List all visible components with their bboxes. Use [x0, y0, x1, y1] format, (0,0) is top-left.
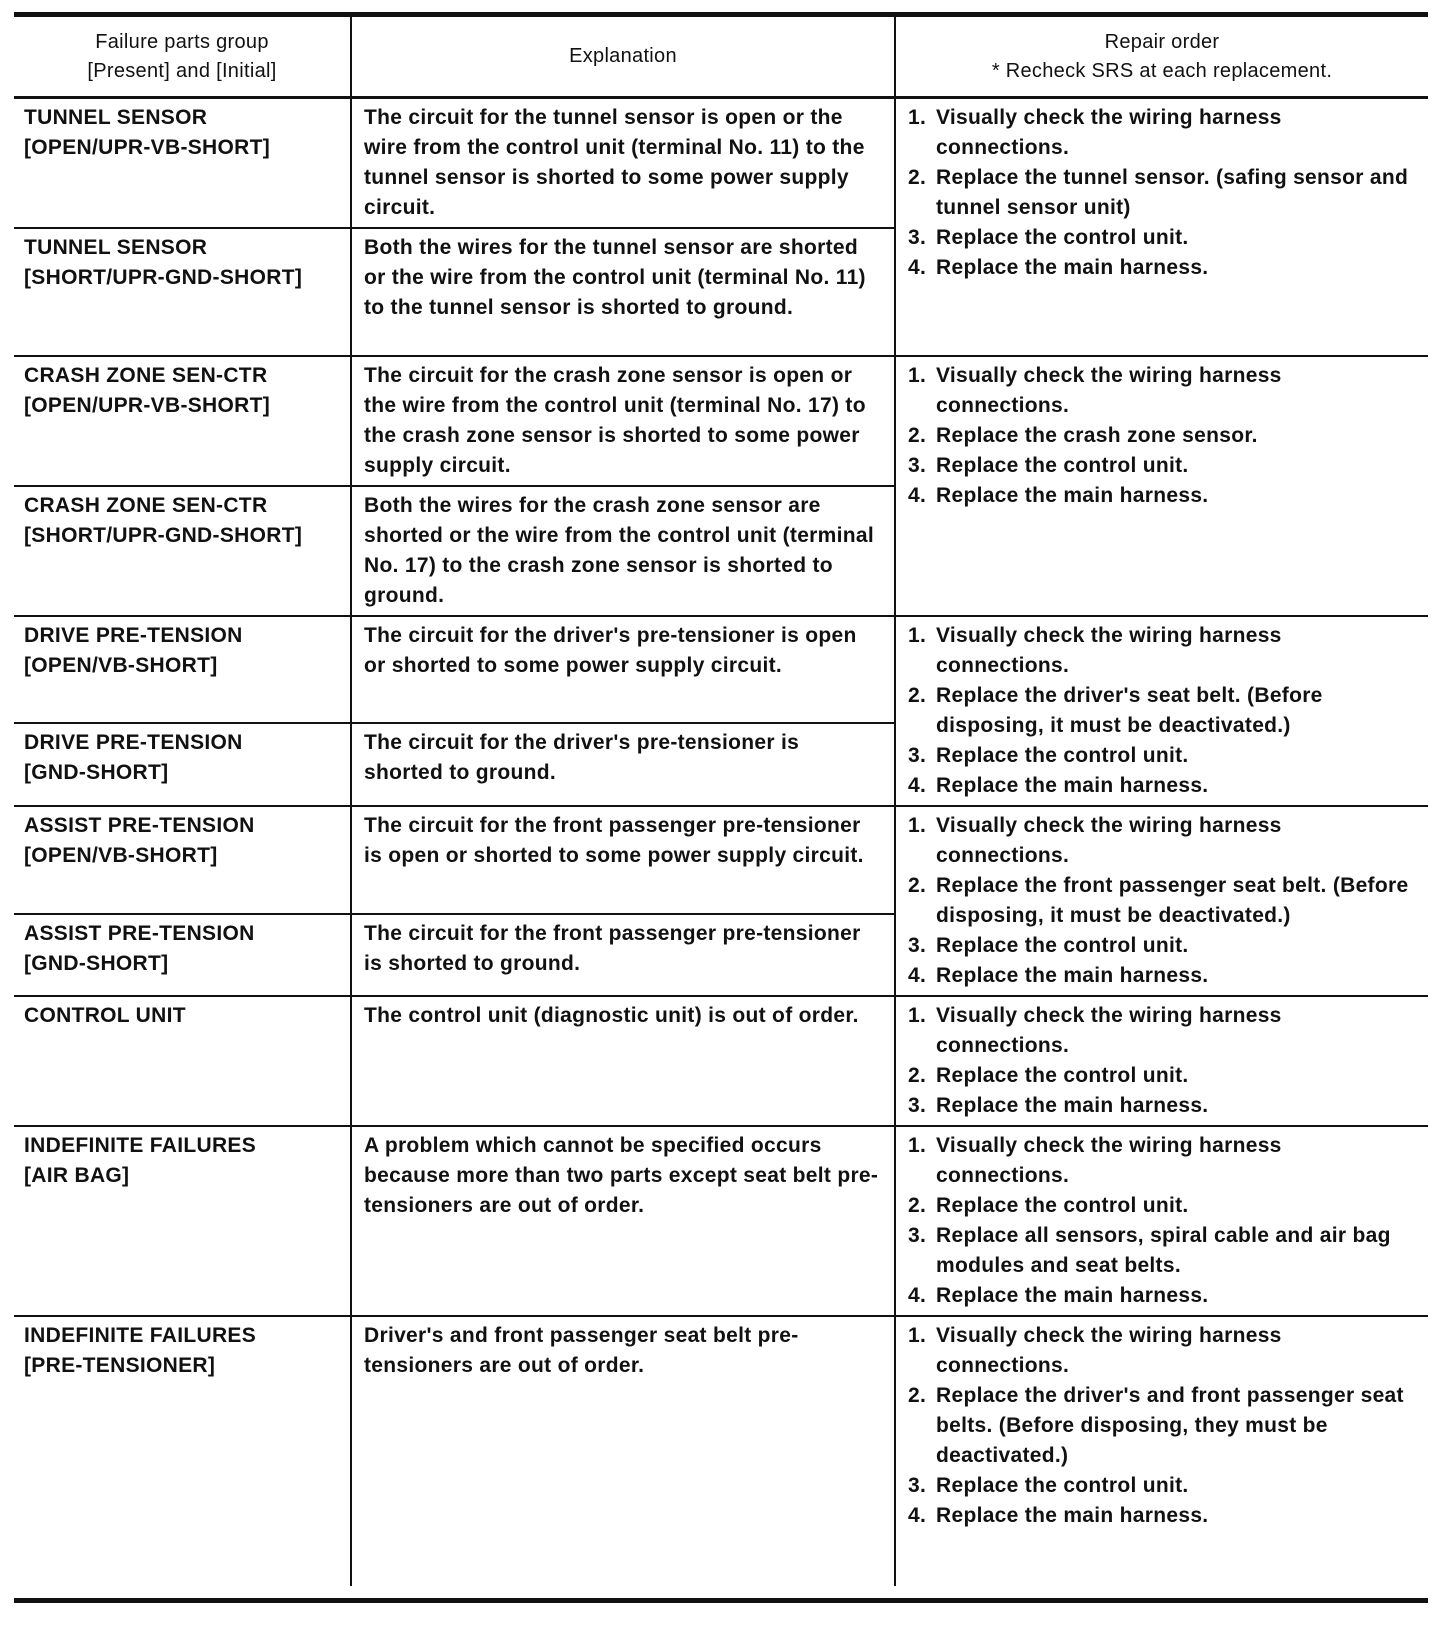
step-number: 2. [908, 1194, 927, 1217]
repair-step [908, 811, 1416, 871]
explanation-cell [351, 914, 895, 996]
header-col3-line2: * Recheck SRS at each replacement. [991, 59, 1333, 82]
step-number: 4. [908, 1284, 927, 1307]
step-text: Visually check the wiring harness connections. [936, 624, 1282, 677]
step-number: 1. [908, 1004, 927, 1027]
explanation-cell [351, 1126, 895, 1316]
repair-steps [908, 811, 1416, 991]
failure-part-cell [14, 616, 351, 723]
failure-part-cell [14, 996, 351, 1126]
step-number: 4. [908, 964, 927, 987]
repair-steps [908, 1001, 1416, 1121]
part-condition: [PRE-TENSIONER] [24, 1354, 216, 1377]
explanation-text: Both the wires for the crash zone sensor are shorted or the wire from the control unit (terminal No. 17) to the crash zone sensor is shorted to ground. [364, 494, 874, 607]
repair-step [908, 481, 1416, 511]
explanation-cell [351, 228, 895, 356]
step-number: 3. [908, 1224, 927, 1247]
part-name: CRASH ZONE SEN-CTR [24, 364, 268, 387]
repair-step [908, 681, 1416, 741]
step-text: Visually check the wiring harness connections. [936, 106, 1282, 159]
part-name: ASSIST PRE-TENSION [24, 922, 255, 945]
part-condition: [SHORT/UPR-GND-SHORT] [24, 524, 303, 547]
repair-step [908, 1321, 1416, 1381]
repair-step [908, 421, 1416, 451]
step-number: 4. [908, 256, 927, 279]
step-text: Replace the main harness. [936, 256, 1209, 279]
part-name: CRASH ZONE SEN-CTR [24, 494, 268, 517]
failure-part-cell [14, 1126, 351, 1316]
repair-order-cell [895, 996, 1428, 1126]
step-text: Replace the driver's and front passenger seat belts. (Before disposing, they must be deactivated.) [936, 1384, 1404, 1467]
step-number: 2. [908, 424, 927, 447]
table-row [14, 1126, 1428, 1316]
table-row [14, 616, 1428, 723]
step-number: 3. [908, 226, 927, 249]
repair-order-cell [895, 356, 1428, 616]
part-name: DRIVE PRE-TENSION [24, 624, 243, 647]
step-text: Replace the tunnel sensor. (safing sensor and tunnel sensor unit) [936, 166, 1409, 219]
step-number: 3. [908, 934, 927, 957]
part-condition: [GND-SHORT] [24, 761, 169, 785]
explanation-text: The circuit for the driver's pre-tensioner is shorted to ground. [364, 731, 800, 785]
repair-step [908, 1191, 1416, 1221]
step-text: Replace the main harness. [936, 1094, 1209, 1117]
failure-part-cell [14, 486, 351, 616]
bottom-rule [14, 1598, 1428, 1603]
repair-step [908, 1471, 1416, 1501]
part-condition: [AIR BAG] [24, 1164, 130, 1187]
repair-step [908, 931, 1416, 961]
header-col2: Explanation [569, 45, 677, 67]
step-number: 4. [908, 1504, 927, 1527]
repair-step [908, 1221, 1416, 1281]
step-text: Visually check the wiring harness connections. [936, 814, 1282, 867]
step-text: Visually check the wiring harness connections. [936, 1134, 1282, 1187]
repair-order-cell [895, 1126, 1428, 1316]
table-header-row [14, 17, 1428, 98]
failure-part-cell [14, 914, 351, 996]
failure-part-cell [14, 723, 351, 806]
explanation-text: The circuit for the front passenger pre-tensioner is open or shorted to some power supply circuit. [364, 814, 864, 867]
part-name: ASSIST PRE-TENSION [24, 814, 255, 837]
repair-order-cell [895, 616, 1428, 806]
repair-step [908, 253, 1416, 283]
step-number: 2. [908, 1384, 927, 1407]
diagnosis-table [14, 17, 1428, 1586]
header-repair-order [895, 17, 1428, 98]
repair-step [908, 1061, 1416, 1091]
step-text: Replace the front passenger seat belt. (Before disposing, it must be deactivated.) [936, 874, 1409, 927]
part-condition: [OPEN/UPR-VB-SHORT] [24, 136, 271, 159]
repair-step [908, 1281, 1416, 1311]
step-text: Replace the control unit. [936, 1194, 1189, 1217]
repair-steps [908, 103, 1416, 283]
part-condition: [OPEN/UPR-VB-SHORT] [24, 394, 271, 417]
explanation-cell [351, 356, 895, 486]
explanation-cell [351, 806, 895, 914]
repair-step [908, 103, 1416, 163]
explanation-text: Both the wires for the tunnel sensor are shorted or the wire from the control unit (terminal No. 11) to the tunnel sensor is shorted to ground. [364, 236, 866, 319]
explanation-cell [351, 486, 895, 616]
part-name: TUNNEL SENSOR [24, 236, 208, 259]
repair-step [908, 223, 1416, 253]
explanation-cell [351, 98, 895, 229]
explanation-cell [351, 1316, 895, 1586]
step-text: Replace the control unit. [936, 1474, 1189, 1497]
step-number: 1. [908, 814, 927, 837]
repair-step [908, 741, 1416, 771]
repair-step [908, 871, 1416, 931]
explanation-cell [351, 616, 895, 723]
step-text: Replace the control unit. [936, 226, 1189, 249]
repair-step [908, 1131, 1416, 1191]
table-row [14, 806, 1428, 914]
step-text: Visually check the wiring harness connections. [936, 364, 1282, 417]
step-text: Replace the main harness. [936, 1284, 1209, 1307]
failure-part-cell [14, 228, 351, 356]
explanation-text: A problem which cannot be specified occurs because more than two parts except seat belt pre-tensioners are out of order. [364, 1134, 879, 1217]
step-text: Replace the main harness. [936, 484, 1209, 507]
step-text: Replace the main harness. [936, 774, 1209, 797]
repair-step [908, 1091, 1416, 1121]
header-col1-line1: Failure parts group [95, 30, 269, 53]
step-number: 2. [908, 684, 927, 707]
repair-step [908, 1501, 1416, 1531]
failure-part-cell [14, 98, 351, 229]
part-name: DRIVE PRE-TENSION [24, 731, 243, 755]
explanation-cell [351, 723, 895, 806]
step-text: Replace the main harness. [936, 964, 1209, 987]
header-failure-parts [14, 17, 351, 98]
step-number: 1. [908, 1134, 927, 1157]
repair-steps [908, 1131, 1416, 1311]
table-row [14, 996, 1428, 1126]
header-col3-line1: Repair order [1104, 30, 1220, 53]
repair-step [908, 961, 1416, 991]
repair-step [908, 361, 1416, 421]
step-text: Replace the control unit. [936, 1064, 1189, 1087]
step-number: 4. [908, 484, 927, 507]
part-condition: [SHORT/UPR-GND-SHORT] [24, 266, 303, 289]
part-name: CONTROL UNIT [24, 1004, 186, 1027]
step-text: Replace the main harness. [936, 1504, 1209, 1527]
step-number: 4. [908, 774, 927, 797]
repair-step [908, 621, 1416, 681]
failure-part-cell [14, 1316, 351, 1586]
repair-step [908, 1381, 1416, 1471]
part-name: INDEFINITE FAILURES [24, 1324, 257, 1347]
step-text: Replace the control unit. [936, 744, 1189, 767]
header-col1-line2: [Present] and [Initial] [87, 59, 277, 82]
part-name: INDEFINITE FAILURES [24, 1134, 257, 1157]
repair-step [908, 771, 1416, 801]
failure-part-cell [14, 356, 351, 486]
repair-step [908, 451, 1416, 481]
step-number: 2. [908, 874, 927, 897]
repair-step [908, 163, 1416, 223]
step-number: 3. [908, 1474, 927, 1497]
step-number: 3. [908, 1094, 927, 1117]
step-number: 1. [908, 106, 927, 129]
step-text: Replace the control unit. [936, 934, 1189, 957]
step-number: 1. [908, 624, 927, 647]
failure-part-cell [14, 806, 351, 914]
step-text: Replace the crash zone sensor. [936, 424, 1258, 447]
repair-steps [908, 1321, 1416, 1531]
part-condition: [GND-SHORT] [24, 952, 169, 975]
explanation-text: The circuit for the tunnel sensor is open or the wire from the control unit (terminal No. 11) to the tunnel sensor is shorted to some power supply circuit. [364, 106, 865, 219]
step-number: 1. [908, 364, 927, 387]
part-condition: [OPEN/VB-SHORT] [24, 844, 218, 867]
repair-order-cell [895, 98, 1428, 357]
table-row [14, 98, 1428, 229]
repair-step [908, 1001, 1416, 1061]
table-row [14, 1316, 1428, 1586]
step-number: 3. [908, 744, 927, 767]
table-row [14, 356, 1428, 486]
explanation-cell [351, 996, 895, 1126]
header-explanation [351, 17, 895, 98]
step-number: 2. [908, 166, 927, 189]
step-number: 2. [908, 1064, 927, 1087]
step-text: Visually check the wiring harness connections. [936, 1324, 1282, 1377]
repair-order-cell [895, 806, 1428, 996]
step-text: Replace the control unit. [936, 454, 1189, 477]
repair-order-cell [895, 1316, 1428, 1586]
repair-steps [908, 621, 1416, 801]
explanation-text: The circuit for the driver's pre-tensioner is open or shorted to some power supply circuit. [364, 624, 857, 677]
step-text: Replace the driver's seat belt. (Before disposing, it must be deactivated.) [936, 684, 1323, 737]
step-number: 3. [908, 454, 927, 477]
step-number: 1. [908, 1324, 927, 1347]
table-body [14, 98, 1428, 1587]
explanation-text: The control unit (diagnostic unit) is out of order. [364, 1004, 859, 1027]
explanation-text: The circuit for the front passenger pre-tensioner is shorted to ground. [364, 922, 861, 975]
step-text: Replace all sensors, spiral cable and air bag modules and seat belts. [936, 1224, 1391, 1277]
explanation-text: The circuit for the crash zone sensor is open or the wire from the control unit (terminal No. 17) to the crash zone sensor is shorted to some power supply circuit. [364, 364, 866, 477]
part-condition: [OPEN/VB-SHORT] [24, 654, 218, 677]
step-text: Visually check the wiring harness connections. [936, 1004, 1282, 1057]
part-name: TUNNEL SENSOR [24, 106, 208, 129]
repair-steps [908, 361, 1416, 511]
explanation-text: Driver's and front passenger seat belt pre-tensioners are out of order. [364, 1324, 799, 1377]
